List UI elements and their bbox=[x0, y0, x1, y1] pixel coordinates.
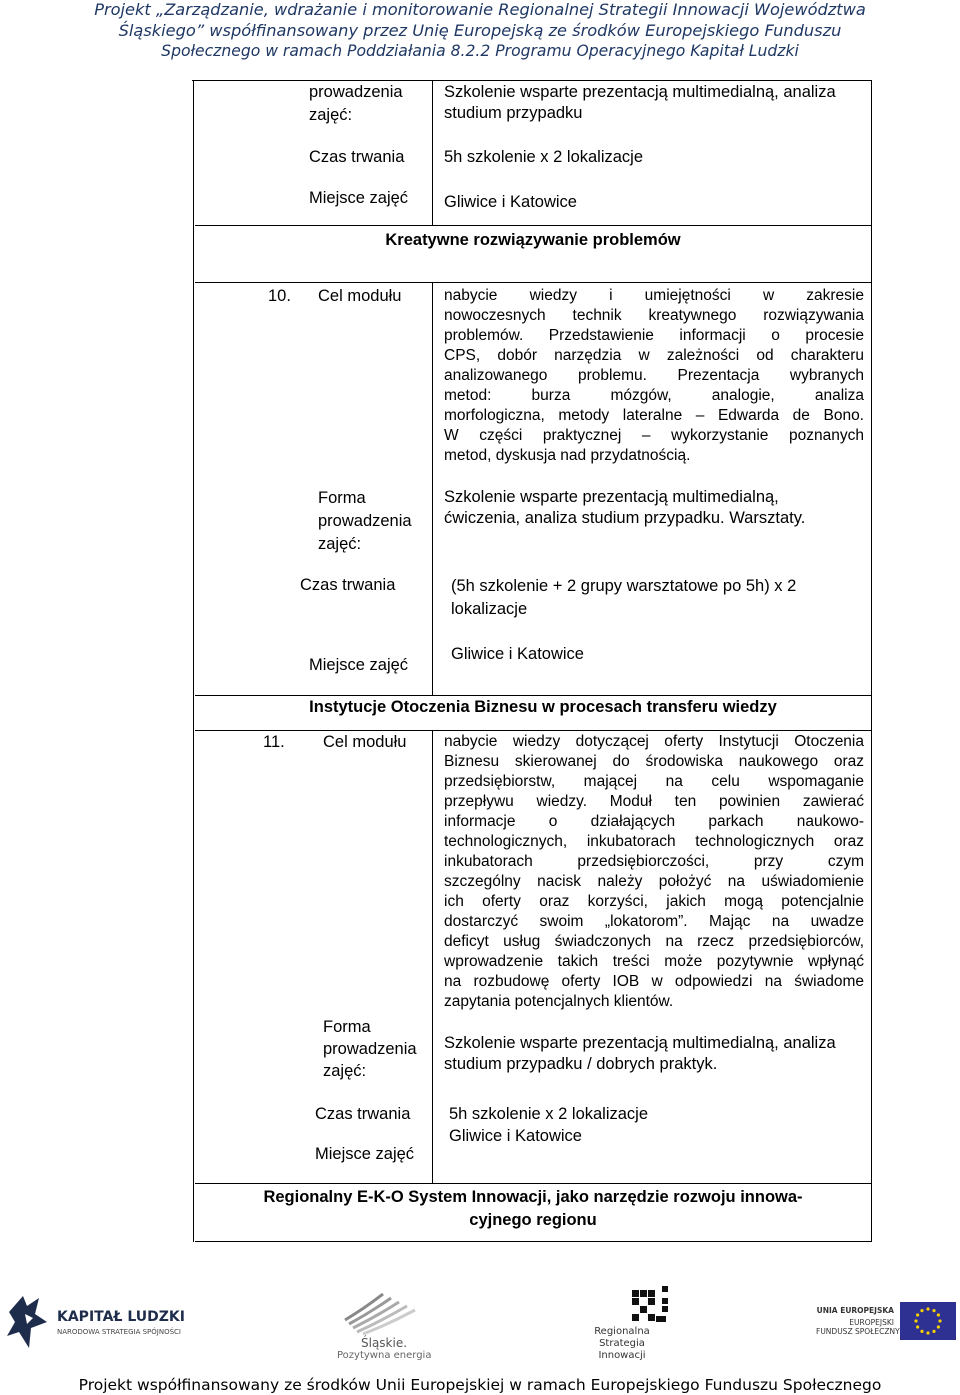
module11-czas-label: Czas trwania bbox=[315, 1105, 411, 1123]
slaskie-waves-icon bbox=[335, 1286, 425, 1336]
module12-title: Regionalny E-K-O System Innowacji, jako narzędzie rozwoju innowa- cyjnego regionu bbox=[263, 1188, 803, 1229]
page-footer: Projekt współfinansowany ze środków Unii Europejskiej w ramach Europejskiego Funduszu Społecznego bbox=[78, 1376, 882, 1394]
kapital-ludzki-logo bbox=[5, 1292, 185, 1354]
module10-miejsce-value: Gliwice i Katowice bbox=[451, 645, 584, 663]
kapital-ludzki-name: KAPITAŁ LUDZKI bbox=[57, 1309, 185, 1325]
module10-czas-label: Czas trwania bbox=[300, 576, 396, 594]
top-czas-value: 5h szkolenie x 2 lokalizacje bbox=[444, 148, 644, 166]
module11-forma-label: Forma prowadzenia zajęć: bbox=[323, 1018, 417, 1080]
module10-number: 10. bbox=[268, 287, 291, 305]
header-line-2: Śląskiego” współfinansowany przez Unię Europejską ze środków Europejskiego Funduszu bbox=[118, 20, 842, 40]
module11-forma-value: Szkolenie wsparte prezentacją multimedialną, analiza studium przypadku / dobrych praktyk. bbox=[444, 1034, 836, 1073]
rule-module10-title bbox=[195, 282, 871, 283]
eu-fund-l1: EUROPEJSKI bbox=[849, 1318, 894, 1327]
ris-pixel-mark-icon bbox=[590, 1286, 670, 1326]
rule-module11-title bbox=[195, 730, 871, 731]
module11-miejsce-value: Gliwice i Katowice bbox=[449, 1127, 582, 1145]
module11-title: Instytucje Otoczenia Biznesu w procesach transferu wiedzy bbox=[309, 698, 777, 716]
ris-logo bbox=[590, 1286, 670, 1361]
kapital-ludzki-mark-icon bbox=[5, 1292, 49, 1354]
module10-cel-text: nabycie wiedzy i umiejętności w zakresie nowoczesnych technik kreatywnego rozwiązywania problemów. Przedstawienie informacji o procesie CPS, dobór narzędzia w zależności od charakteru analizowanego problemu. Prezentacja wybranych metod: burza mózgów, analogie, analiza morfologiczna, metody lateralne – Edwarda de Bono. W części praktycznej – wykorzystanie poznanych metod, dyskusja nad przydatnością. bbox=[444, 287, 864, 464]
eu-fund-l2: FUNDUSZ SPOŁECZNY bbox=[816, 1327, 900, 1336]
module10-cel-label: Cel modułu bbox=[318, 287, 402, 305]
top-miejsce-value: Gliwice i Katowice bbox=[444, 193, 577, 211]
ris-name: Regionalna Strategia Innowacji bbox=[594, 1326, 650, 1361]
module10-forma-label: Forma prowadzenia zajęć: bbox=[318, 489, 412, 553]
eu-name: UNIA EUROPEJSKA bbox=[816, 1306, 894, 1315]
module10-miejsce-label: Miejsce zajęć bbox=[309, 656, 409, 674]
top-forma-value: Szkolenie wsparte prezentacją multimedialną, analiza studium przypadku bbox=[444, 83, 836, 122]
rule-before-module12 bbox=[195, 1183, 871, 1184]
header-rule bbox=[192, 80, 872, 81]
module11-cel-label: Cel modułu bbox=[323, 733, 407, 751]
rule-before-module11 bbox=[195, 695, 871, 696]
slaskie-sub: Pozytywna energia bbox=[337, 1350, 432, 1361]
module10-title: Kreatywne rozwiązywanie problemów bbox=[385, 231, 681, 249]
module11-cel-text: nabycie wiedzy dotyczącej oferty Instytucji Otoczenia Biznesu skierowanej do środowiska naukowego oraz przedsiębiorstw, mającej na celu wspomaganie przepływu wiedzy. Moduł ten powinien zawierać informacje o działających parkach naukowo- technologicznych, inkubatorach technologicznych oraz inkubatorach przedsiębiorczości, przy czym szczególny nacisk należy położyć na uświadomienie ich oferty oraz korzyści, jakich mogą potencjalnie dostarczyć swoim „lokatorom”. Mając na uwadze deficyt usług świadczonych na rzecz przedsiębiorców, wprowadzenie takich treści może pozytywnie wpłynąć na rozbudowę oferty IOB w odpowiedzi na świadome zapytania potencjalnych klientów. bbox=[444, 733, 864, 1010]
top-miejsce-label: Miejsce zajęć bbox=[309, 189, 409, 207]
divider-module10 bbox=[432, 282, 433, 695]
table-right-border bbox=[871, 80, 872, 1242]
module10-forma-value: Szkolenie wsparte prezentacją multimedialną, ćwiczenia, analiza studium przypadku. Warsztaty. bbox=[444, 488, 806, 527]
top-czas-label: Czas trwania bbox=[309, 148, 405, 166]
header-line-1: Projekt „Zarządzanie, wdrażanie i monitorowanie Regionalnej Strategii Innowacji Województwa bbox=[94, 0, 866, 19]
divider-top-block bbox=[432, 80, 433, 225]
module11-number: 11. bbox=[263, 733, 285, 751]
module11-miejsce-label: Miejsce zajęć bbox=[315, 1145, 415, 1163]
page-header bbox=[0, 0, 960, 62]
eu-flag-icon bbox=[900, 1302, 956, 1340]
kapital-ludzki-sub: NARODOWA STRATEGIA SPÓJNOŚCI bbox=[57, 1328, 181, 1336]
top-forma-label: prowadzenia zajęć: bbox=[309, 83, 403, 124]
divider-module11 bbox=[432, 730, 433, 1183]
slaskie-name: Śląskie. bbox=[361, 1336, 408, 1350]
slaskie-logo bbox=[335, 1286, 432, 1361]
table-left-border bbox=[193, 80, 194, 1242]
rule-before-module10 bbox=[195, 225, 871, 226]
module10-czas-value: (5h szkolenie + 2 grupy warsztatowe po 5h) x 2 lokalizacje bbox=[451, 577, 797, 618]
header-line-3: Społecznego w ramach Poddziałania 8.2.2 Programu Operacyjnego Kapitał Ludzki bbox=[161, 42, 799, 60]
table-bottom-border bbox=[195, 1241, 871, 1242]
module11-czas-value: 5h szkolenie x 2 lokalizacje bbox=[449, 1105, 649, 1123]
